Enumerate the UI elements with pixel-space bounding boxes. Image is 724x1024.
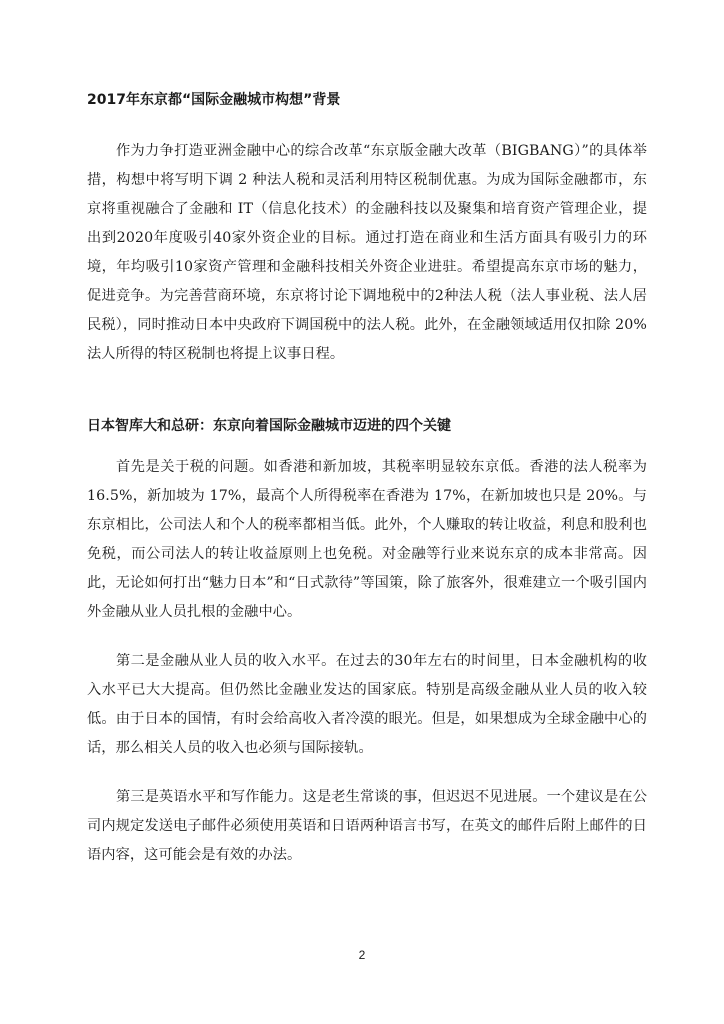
section-daiwa-keys — [87, 416, 647, 870]
page-number: 2 — [358, 948, 366, 962]
paragraph: 作为力争打造亚洲金融中心的综合改革“东京版金融大改革（BIGBANG）”的具体举措，构想中将写明下调 2 种法人税和灵活利用特区税制优惠。为成为国际金融都市，东京将重视融合了金融和 IT（信息化技术）的金融科技以及聚集和培育资产管理企业，提出到2020年度吸引40家外资企业的目标。通过打造在商业和生活方面具有吸引力的环境，年均吸引10家资产管理和金融科技相关外资企业进驻。希望提高东京市场的魅力，促进竞争。为完善营商环境，东京将讨论下调地税中的2种法人税（法人事业税、法人居民税），同时推动日本中央政府下调国税中的法人税。此外，在金融领域适用仅扣除 20%法人所得的特区税制也将提上议事日程。 — [87, 143, 647, 362]
section-background — [87, 90, 647, 369]
section-heading: 日本智库大和总研：东京向着国际金融城市迈进的四个关键 — [87, 418, 451, 434]
section-heading: 2017年东京都“国际金融城市构想”背景 — [87, 92, 341, 108]
paragraph: 首先是关于税的问题。如香港和新加坡，其税率明显较东京低。香港的法人税率为 16.5%，新加坡为 17%，最高个人所得税率在香港为 17%，在新加坡也只是 20%。与东京相比，公司法人和个人的税率都相当低。此外，个人赚取的转让收益，利息和股利也免税，而公司法人的转让收益原则上也免税。对金融等行业来说东京的成本非常高。因此，无论如何打出“魅力日本”和“日式款待”等国策，除了旅客外，很难建立一个吸引国内外金融从业人员扎根的金融中心。 — [87, 459, 647, 620]
paragraph: 第二是金融从业人员的收入水平。在过去的30年左右的时间里，日本金融机构的收入水平已大大提高。但仍然比金融业发达的国家底。特别是高级金融从业人员的收入较低。由于日本的国情，有时会给高收入者冷漠的眼光。但是，如果想成为全球金融中心的话，那么相关人员的收入也必须与国际接轨。 — [87, 653, 647, 756]
paragraph: 第三是英语水平和写作能力。这是老生常谈的事，但迟迟不见进展。一个建议是在公司内规定发送电子邮件必须使用英语和日语两种语言书写，在英文的邮件后附上邮件的日语内容，这可能会是有效的办法。 — [87, 789, 647, 863]
